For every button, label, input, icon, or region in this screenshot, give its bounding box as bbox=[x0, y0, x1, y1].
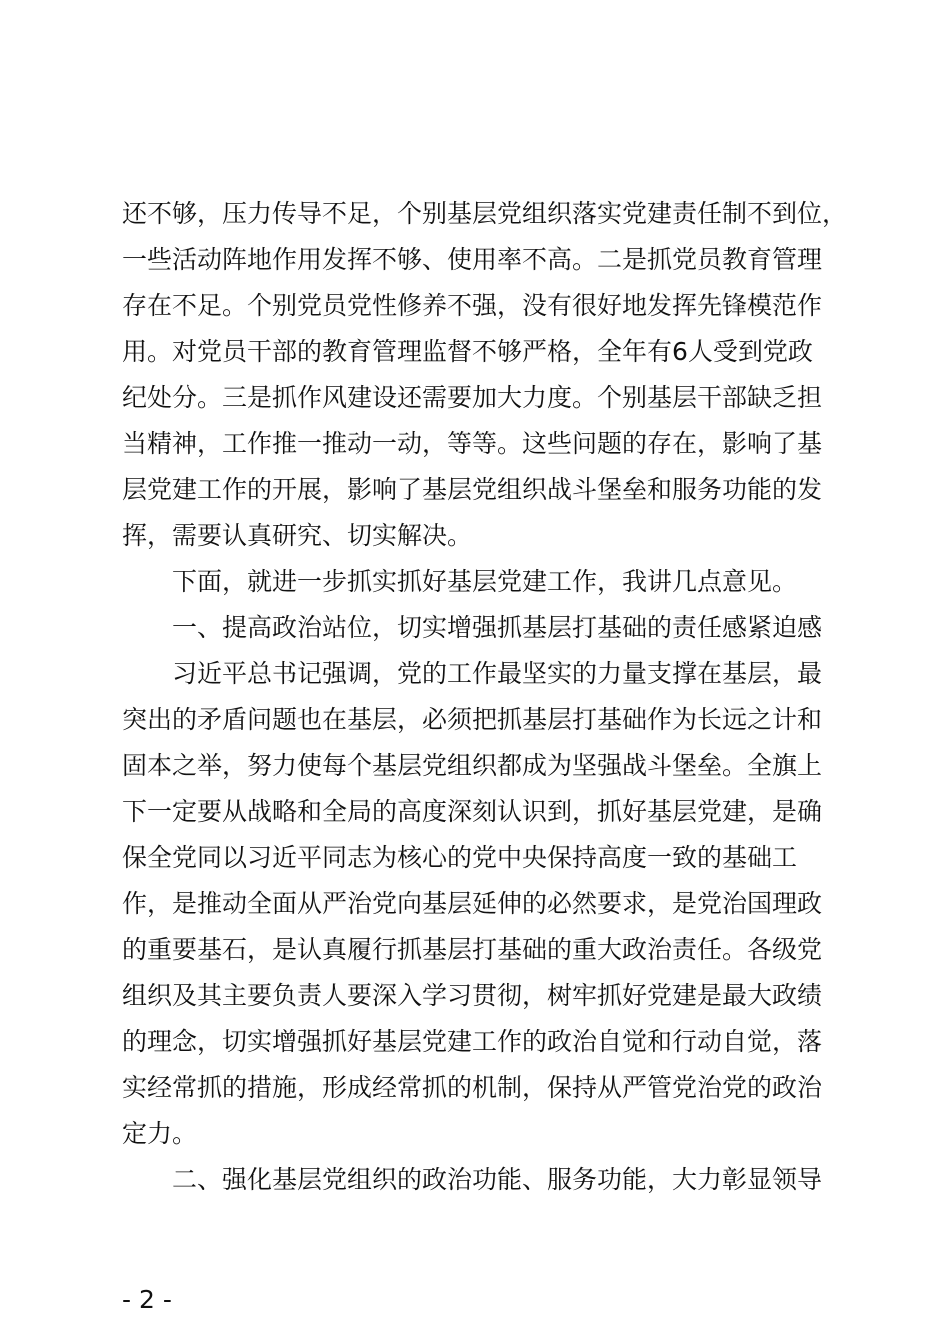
text-line: 作，是推动全面从严治党向基层延伸的必然要求，是党治国理政 bbox=[122, 889, 823, 918]
text-line: 存在不足。个别党员党性修养不强，没有很好地发挥先锋模范作 bbox=[122, 291, 823, 320]
text-line: 的重要基石，是认真履行抓基层打基础的重大政治责任。各级党 bbox=[122, 935, 823, 964]
section-heading-2: 二、强化基层党组织的政治功能、服务功能，大力彰显领导 bbox=[172, 1165, 823, 1194]
text-line: 定力。 bbox=[122, 1119, 198, 1148]
text-line: 组织及其主要负责人要深入学习贯彻，树牢抓好党建是最大政绩 bbox=[122, 981, 823, 1010]
text-line: 固本之举，努力使每个基层党组织都成为坚强战斗堡垒。全旗上 bbox=[122, 751, 823, 780]
text-line: 突出的矛盾问题也在基层，必须把抓基层打基础作为长远之计和 bbox=[122, 705, 823, 734]
text-line: 层党建工作的开展，影响了基层党组织战斗堡垒和服务功能的发 bbox=[122, 475, 823, 504]
text-line: 实经常抓的措施，形成经常抓的机制，保持从严管党治党的政治 bbox=[122, 1073, 823, 1102]
text-line: 的理念，切实增强抓好基层党建工作的政治自觉和行动自觉，落 bbox=[122, 1027, 823, 1056]
page-number: - 2 - bbox=[122, 1285, 172, 1314]
text-line: 纪处分。三是抓作风建设还需要加大力度。个别基层干部缺乏担 bbox=[122, 383, 823, 412]
text-line: 保全党同以习近平同志为核心的党中央保持高度一致的基础工 bbox=[122, 843, 798, 872]
text-line: 一些活动阵地作用发挥不够、使用率不高。二是抓党员教育管理 bbox=[122, 245, 823, 274]
paragraph-first-line: 下面，就进一步抓实抓好基层党建工作，我讲几点意见。 bbox=[172, 567, 798, 596]
section-heading-1: 一、提高政治站位，切实增强抓基层打基础的责任感紧迫感 bbox=[172, 613, 823, 642]
text-line: 当精神，工作推一推动一动，等等。这些问题的存在，影响了基 bbox=[122, 429, 823, 458]
paragraph-first-line: 习近平总书记强调，党的工作最坚实的力量支撑在基层，最 bbox=[172, 659, 823, 688]
text-line: 下一定要从战略和全局的高度深刻认识到，抓好基层党建，是确 bbox=[122, 797, 823, 826]
text-line: 挥，需要认真研究、切实解决。 bbox=[122, 521, 473, 550]
text-line: 用。对党员干部的教育管理监督不够严格，全年有6人受到党政 bbox=[122, 337, 813, 366]
text-line: 还不够，压力传导不足，个别基层党组织落实党建责任制不到位， bbox=[122, 199, 848, 228]
